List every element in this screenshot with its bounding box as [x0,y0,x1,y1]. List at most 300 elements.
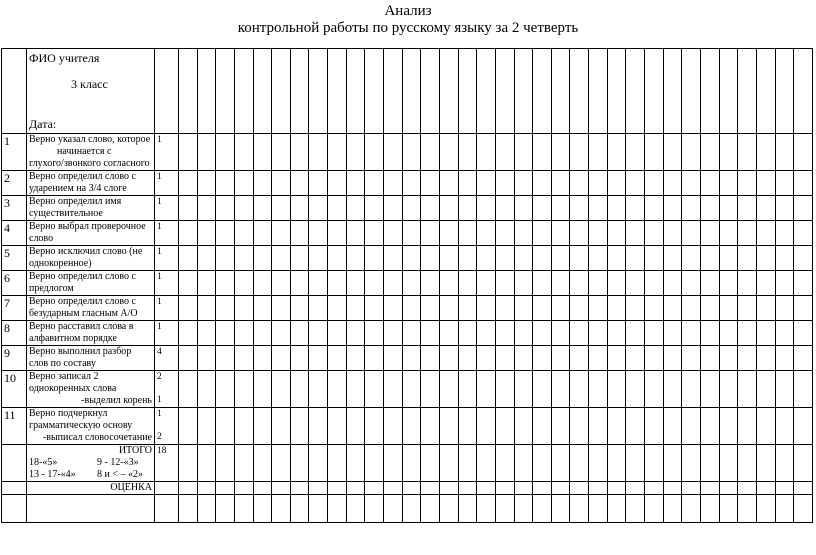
student-cell [551,271,570,296]
student-cell [719,296,738,321]
student-cell [234,371,253,408]
student-cell [234,482,253,495]
student-cell [738,408,757,445]
student-cell [700,445,719,482]
student-cell [533,371,552,408]
student-cell [290,221,309,246]
student-cell [365,271,384,296]
student-cell [700,171,719,196]
student-cell [309,134,328,171]
student-cell [439,49,458,134]
student-cell [775,246,794,271]
student-cell [775,221,794,246]
grade-scale-item: 18-«5» [29,457,58,468]
student-cell [365,482,384,495]
student-cell [645,246,664,271]
student-cell [328,246,347,271]
student-cell [663,296,682,321]
student-cell [514,371,533,408]
student-cell [495,371,514,408]
student-cell [253,346,272,371]
task-description-line: Верно определил имя [29,196,122,207]
student-cell [328,271,347,296]
task-description-line: Верно определил слово с [29,271,136,282]
student-cell [197,495,216,523]
student-cell [514,171,533,196]
student-cell [663,221,682,246]
student-cell [626,346,645,371]
student-cell [458,246,477,271]
student-cell [551,371,570,408]
student-cell [626,321,645,346]
student-cell [514,271,533,296]
student-cell [589,445,608,482]
student-cell [756,271,775,296]
student-cell [794,221,813,246]
student-cell [495,221,514,246]
student-cell [700,346,719,371]
student-cell [384,482,403,495]
student-cell [700,296,719,321]
student-cell [290,346,309,371]
task-description [27,221,155,246]
student-cell [253,445,272,482]
student-cell [589,221,608,246]
student-cell [589,482,608,495]
student-cell [272,134,291,171]
student-cell [384,196,403,221]
header-points-cell [155,49,179,134]
student-cell [179,445,198,482]
student-cell [682,495,701,523]
student-cell [290,49,309,134]
student-cell [794,271,813,296]
student-cell [794,408,813,445]
student-cell [253,221,272,246]
student-cell [346,196,365,221]
student-cell [216,408,235,445]
student-cell [272,171,291,196]
student-cell [253,296,272,321]
student-cell [309,171,328,196]
student-cell [495,49,514,134]
student-cell [421,445,440,482]
student-cell [663,196,682,221]
student-cell [402,296,421,321]
student-cell [384,296,403,321]
student-cell [663,371,682,408]
student-cell [384,321,403,346]
student-cell [775,445,794,482]
student-cell [179,196,198,221]
task-description [27,246,155,271]
student-cell [346,445,365,482]
student-cell [197,171,216,196]
student-cell [234,495,253,523]
student-cell [738,495,757,523]
student-cell [682,49,701,134]
grade-scale-item: 9 - 12-«3» [97,457,139,468]
student-cell [533,134,552,171]
student-cell [738,346,757,371]
student-cell [626,49,645,134]
task-row [2,371,813,408]
task-number: 9 [2,346,27,371]
task-points-value [157,420,178,431]
student-cell [514,321,533,346]
student-cell [253,321,272,346]
student-cell [216,196,235,221]
task-row [2,346,813,371]
task-row [2,408,813,445]
student-cell [216,371,235,408]
student-cell [589,171,608,196]
student-cell [645,346,664,371]
student-cell [439,321,458,346]
student-cell [589,246,608,271]
student-cell [272,246,291,271]
student-cell [607,134,626,171]
document-title: Анализ [384,3,432,19]
student-cell [645,49,664,134]
student-cell [775,495,794,523]
student-cell [328,134,347,171]
task-description-line: слов по составу [29,358,96,369]
student-cell [365,196,384,221]
student-cell [495,445,514,482]
student-cell [775,321,794,346]
task-description-line: Верно выполнил разбор [29,346,132,357]
student-cell [495,246,514,271]
student-cell [645,134,664,171]
student-cell [253,271,272,296]
task-description-line: Верно исключил слово (не [29,246,143,257]
student-cell [719,445,738,482]
student-cell [234,271,253,296]
student-cell [421,371,440,408]
student-cell [402,49,421,134]
task-points [155,171,179,196]
student-cell [179,296,198,321]
student-cell [756,221,775,246]
student-cell [570,246,589,271]
student-cell [551,482,570,495]
student-cell [756,49,775,134]
student-cell [384,171,403,196]
student-cell [738,321,757,346]
student-cell [607,196,626,221]
student-cell [626,271,645,296]
student-cell [607,271,626,296]
student-cell [477,321,496,346]
student-cell [775,134,794,171]
student-cell [365,321,384,346]
student-cell [384,49,403,134]
student-cell [533,196,552,221]
task-description-line: однокоренное) [29,258,92,269]
student-cell [216,49,235,134]
student-cell [738,445,757,482]
student-cell [290,134,309,171]
task-description [27,196,155,221]
student-cell [719,171,738,196]
student-cell [719,271,738,296]
student-cell [309,246,328,271]
student-cell [384,346,403,371]
student-cell [290,171,309,196]
student-cell [328,346,347,371]
student-cell [421,134,440,171]
student-cell [514,346,533,371]
student-cell [197,246,216,271]
student-cell [365,134,384,171]
task-description-line: Верно определил слово с [29,296,136,307]
student-cell [309,371,328,408]
student-cell [756,134,775,171]
student-cell [589,196,608,221]
student-cell [663,271,682,296]
student-cell [272,321,291,346]
student-cell [216,221,235,246]
task-description-line: Верно определил слово с [29,171,136,182]
student-cell [272,49,291,134]
student-cell [514,408,533,445]
student-cell [346,134,365,171]
student-cell [663,134,682,171]
task-description-line: Верно расставил слова в [29,321,134,332]
student-cell [421,495,440,523]
student-cell [738,246,757,271]
student-cell [458,321,477,346]
student-cell [607,221,626,246]
student-cell [234,171,253,196]
student-cell [570,321,589,346]
student-cell [439,371,458,408]
student-cell [551,346,570,371]
task-points-value: 4 [157,347,162,357]
student-cell [309,49,328,134]
student-cell [682,246,701,271]
student-cell [439,246,458,271]
student-cell [719,321,738,346]
student-cell [309,221,328,246]
student-cell [626,221,645,246]
task-points [155,271,179,296]
student-cell [551,134,570,171]
student-cell [477,246,496,271]
student-cell [533,296,552,321]
student-cell [682,171,701,196]
student-cell [700,246,719,271]
task-number: 8 [2,321,27,346]
student-cell [645,482,664,495]
student-cell [216,321,235,346]
student-cell [719,495,738,523]
student-cell [700,371,719,408]
student-cell [439,296,458,321]
student-cell [645,171,664,196]
student-cell [663,408,682,445]
student-cell [551,296,570,321]
total-label: ИТОГО [118,445,152,456]
student-cell [700,495,719,523]
student-cell [477,296,496,321]
student-cell [179,482,198,495]
student-cell [290,246,309,271]
student-cell [458,271,477,296]
grade-points-cell [155,482,179,495]
student-cell [738,482,757,495]
task-points [155,134,179,171]
student-cell [645,445,664,482]
student-cell [365,296,384,321]
student-cell [328,321,347,346]
student-cell [458,49,477,134]
student-cell [346,246,365,271]
student-cell [682,371,701,408]
student-cell [439,271,458,296]
student-cell [756,321,775,346]
student-cell [458,445,477,482]
student-cell [439,221,458,246]
student-cell [439,171,458,196]
student-cell [794,346,813,371]
task-points [155,371,179,408]
task-points [155,246,179,271]
student-cell [234,49,253,134]
student-cell [645,221,664,246]
student-cell [775,296,794,321]
student-cell [365,495,384,523]
student-cell [775,271,794,296]
student-cell [682,134,701,171]
student-cell [458,371,477,408]
student-cell [700,49,719,134]
student-cell [700,321,719,346]
student-cell [290,296,309,321]
student-cell [384,371,403,408]
student-cell [663,445,682,482]
student-cell [439,346,458,371]
student-cell [384,134,403,171]
student-cell [551,408,570,445]
grade-label: ОЦЕНКА [27,482,155,495]
student-cell [402,408,421,445]
student-cell [477,371,496,408]
student-cell [756,196,775,221]
student-cell [458,482,477,495]
student-cell [477,171,496,196]
student-cell [402,321,421,346]
task-description-line: однокоренных слова [29,383,117,394]
student-cell [179,321,198,346]
student-cell [309,296,328,321]
student-cell [439,445,458,482]
student-cell [551,196,570,221]
student-cell [346,371,365,408]
student-cell [551,321,570,346]
student-cell [477,346,496,371]
student-cell [179,495,198,523]
task-points-value: 1 [157,409,162,419]
student-cell [626,296,645,321]
student-cell [514,246,533,271]
student-cell [551,171,570,196]
student-cell [626,408,645,445]
student-cell [272,371,291,408]
student-cell [570,495,589,523]
student-cell [384,408,403,445]
student-cell [253,371,272,408]
task-number: 10 [2,371,27,408]
student-cell [328,495,347,523]
task-number: 2 [2,171,27,196]
student-cell [402,482,421,495]
student-cell [402,346,421,371]
student-cell [719,408,738,445]
student-cell [607,49,626,134]
student-cell [328,371,347,408]
student-cell [794,196,813,221]
student-cell [700,271,719,296]
student-cell [272,495,291,523]
student-cell [384,246,403,271]
student-cell [290,271,309,296]
student-cell [197,134,216,171]
student-cell [421,171,440,196]
student-cell [589,296,608,321]
student-cell [719,246,738,271]
student-cell [290,482,309,495]
task-number: 4 [2,221,27,246]
student-cell [253,171,272,196]
student-cell [756,371,775,408]
student-cell [346,321,365,346]
student-cell [570,371,589,408]
student-cell [328,445,347,482]
task-points [155,196,179,221]
student-cell [495,271,514,296]
student-cell [663,482,682,495]
student-cell [607,296,626,321]
task-description-line: -выделил корень [81,395,152,406]
task-points-value: 1 [157,172,162,182]
student-cell [551,49,570,134]
student-cell [663,49,682,134]
student-cell [775,49,794,134]
student-cell [234,196,253,221]
student-cell [756,296,775,321]
student-cell [551,445,570,482]
student-cell [421,246,440,271]
student-cell [738,221,757,246]
grade-num-cell [2,482,27,495]
student-cell [384,445,403,482]
student-cell [607,371,626,408]
student-cell [365,221,384,246]
student-cell [756,495,775,523]
student-cell [421,482,440,495]
student-cell [234,346,253,371]
grade-scale-line [29,469,154,481]
student-cell [234,134,253,171]
student-cell [290,196,309,221]
student-cell [309,346,328,371]
student-cell [290,495,309,523]
task-description-line: слово [29,233,54,244]
student-cell [384,221,403,246]
student-cell [645,321,664,346]
